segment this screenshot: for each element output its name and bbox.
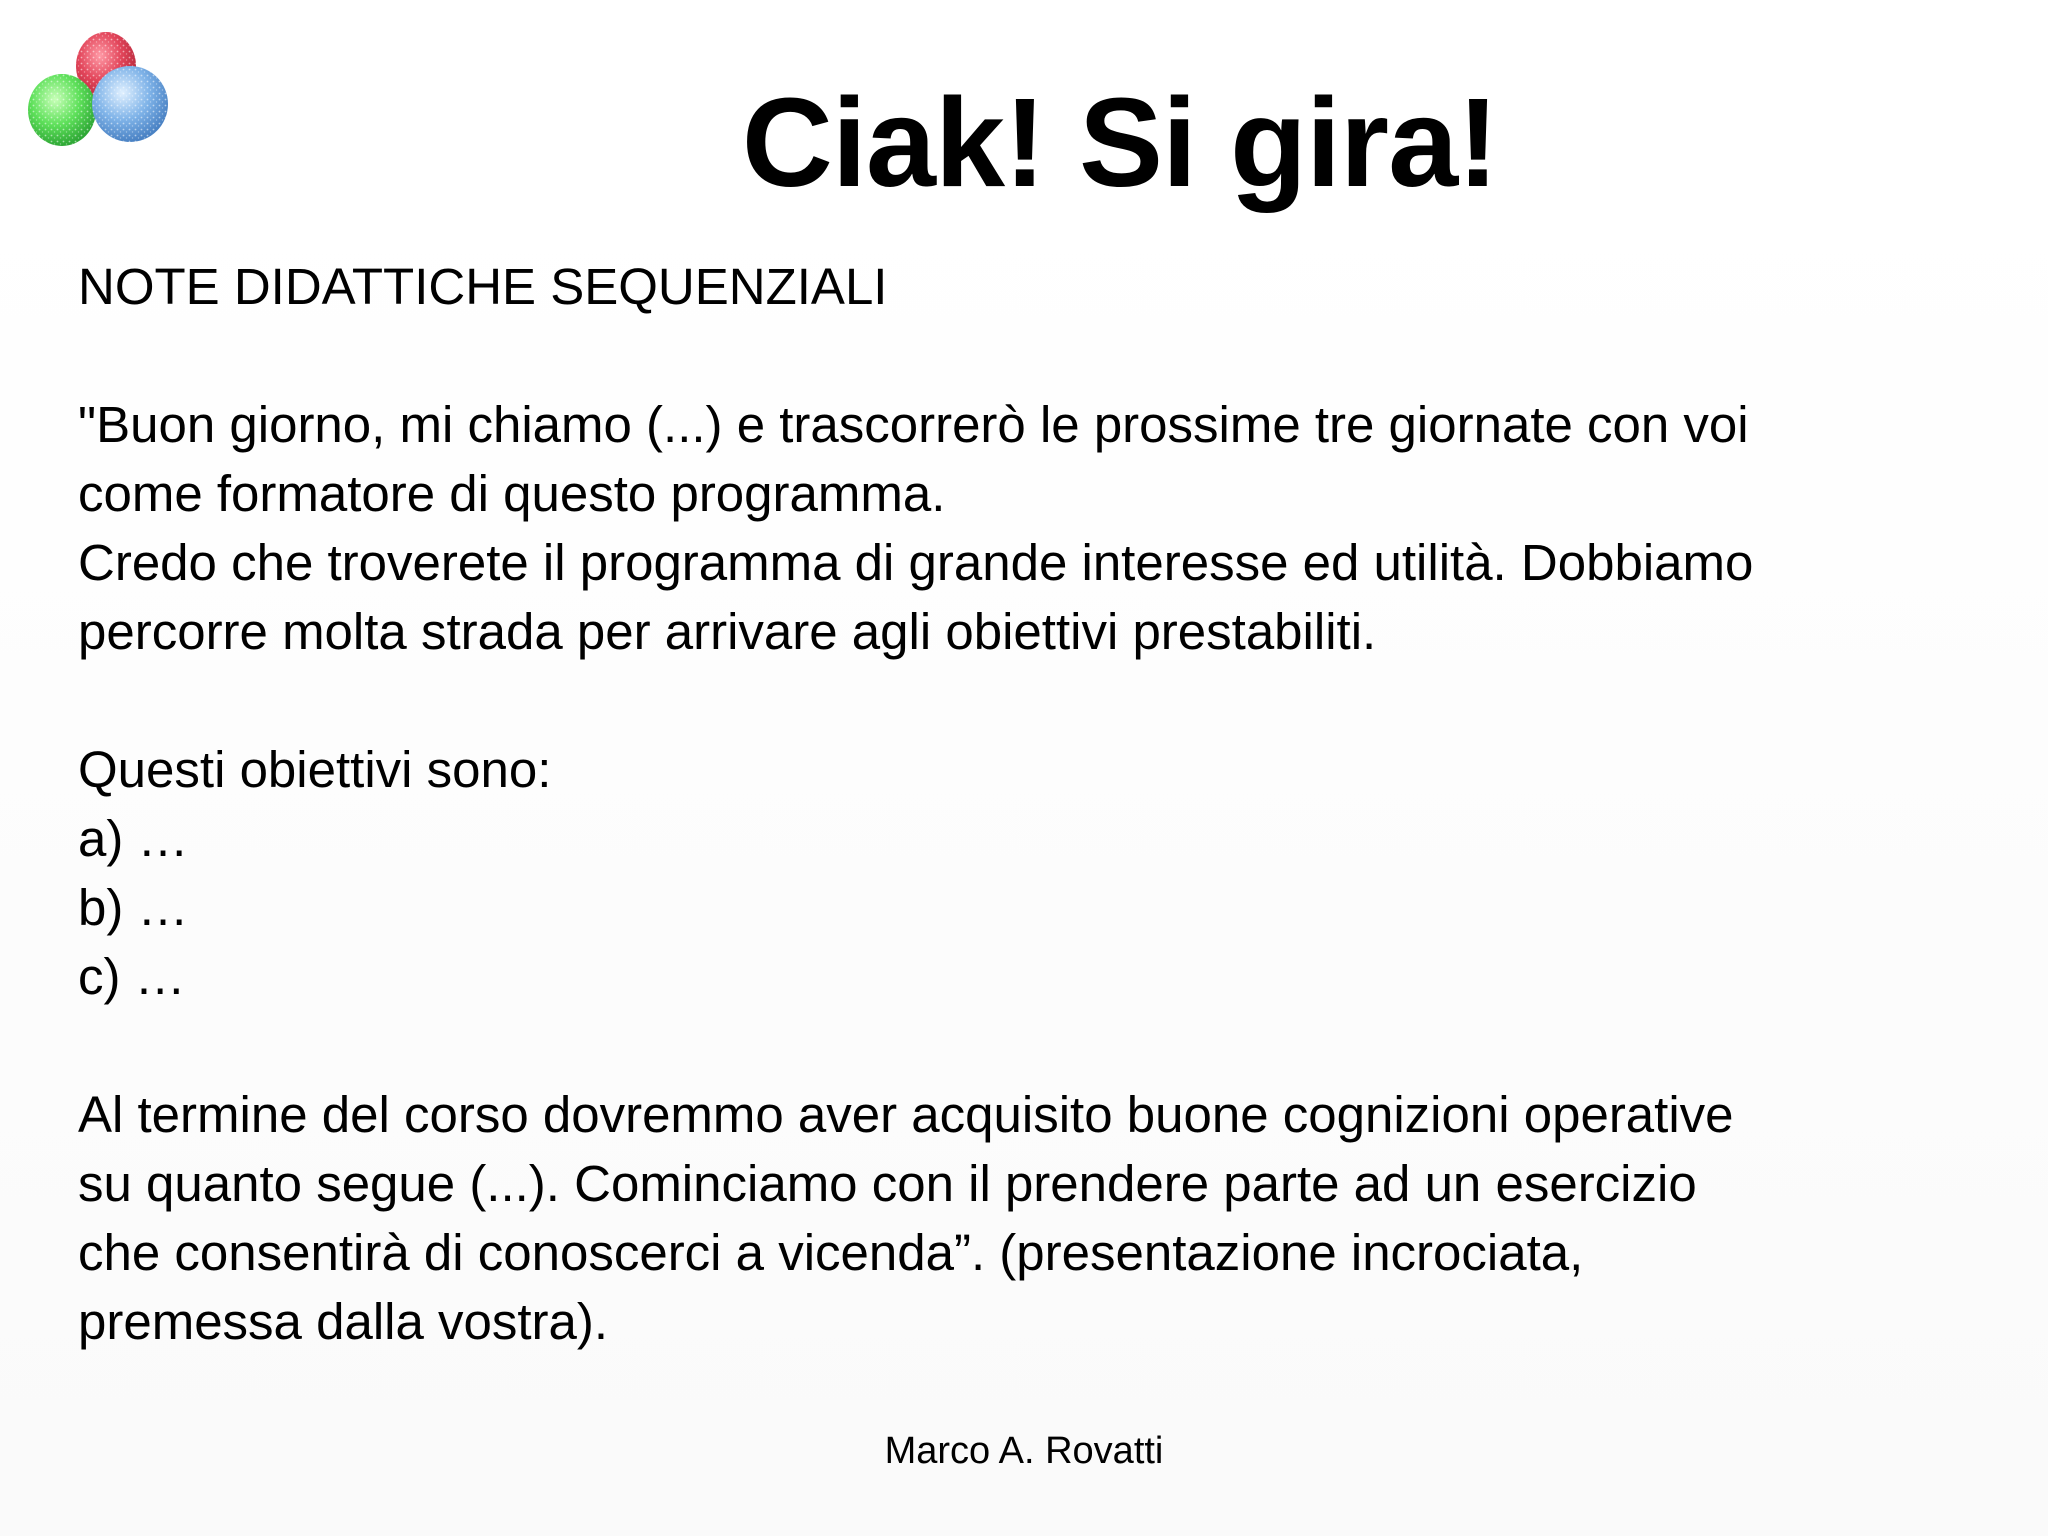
spacer xyxy=(78,321,2018,390)
spacer xyxy=(78,1011,2018,1080)
blue-gumdrop-icon xyxy=(92,66,168,142)
intro-line: percorre molta strada per arrivare agli obiettivi prestabiliti. xyxy=(78,603,1377,660)
objective-item: c) … xyxy=(78,948,186,1005)
objective-item: b) … xyxy=(78,879,189,936)
closing-line: che consentirà di conoscerci a vicenda”. (presentazione incrociata, xyxy=(78,1224,1584,1281)
intro-line: Credo che troverete il programma di grande interesse ed utilità. Dobbiamo xyxy=(78,534,1754,591)
author-footer: Marco A. Rovatti xyxy=(884,1430,1164,1472)
section-heading: NOTE DIDATTICHE SEQUENZIALI xyxy=(78,258,888,315)
closing-line: premessa dalla vostra). xyxy=(78,1293,609,1350)
slide-body xyxy=(78,252,2018,1356)
objectives-label: Questi obiettivi sono: xyxy=(78,741,552,798)
intro-line: come formatore di questo programma. xyxy=(78,465,946,522)
objective-item: a) … xyxy=(78,810,189,867)
spacer xyxy=(78,666,2018,735)
intro-line: "Buon giorno, mi chiamo (...) e trascorrerò le prossime tre giornate con voi xyxy=(78,396,1749,453)
closing-line: Al termine del corso dovremmo aver acquisito buone cognizioni operative xyxy=(78,1086,1734,1143)
closing-line: su quanto segue (...). Cominciamo con il prendere parte ad un esercizio xyxy=(78,1155,1697,1212)
gumdrops-logo-icon xyxy=(14,26,174,150)
green-gumdrop-icon xyxy=(28,74,96,146)
slide-title: Ciak! Si gira! xyxy=(741,72,1499,213)
